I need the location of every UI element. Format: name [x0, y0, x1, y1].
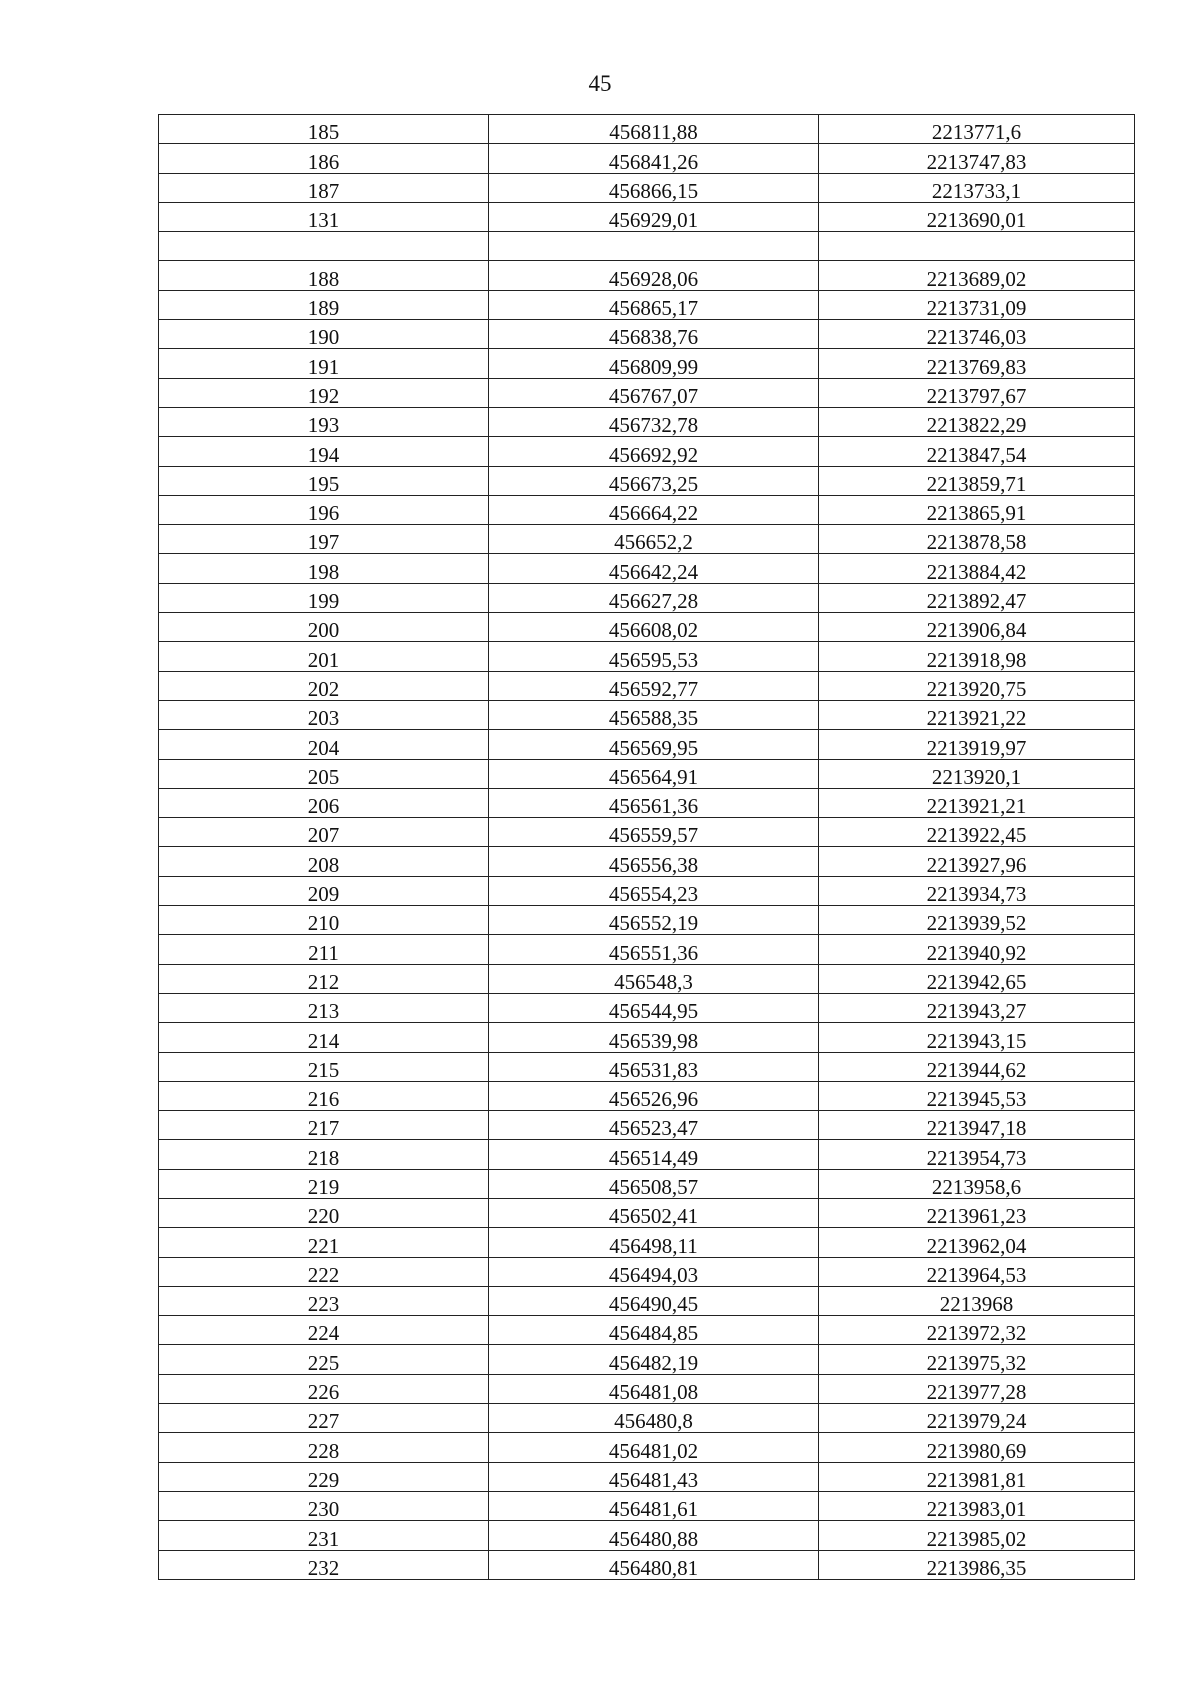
- y-coordinate-cell: 2213968: [819, 1286, 1135, 1315]
- x-coordinate-cell: 456929,01: [489, 202, 819, 231]
- y-coordinate-cell: 2213934,73: [819, 876, 1135, 905]
- x-coordinate-cell: 456481,08: [489, 1374, 819, 1403]
- y-coordinate-cell: 2213922,45: [819, 818, 1135, 847]
- x-coordinate-cell: 456564,91: [489, 759, 819, 788]
- x-coordinate-cell: 456556,38: [489, 847, 819, 876]
- x-coordinate-cell: 456865,17: [489, 290, 819, 319]
- x-coordinate-cell: 456838,76: [489, 320, 819, 349]
- x-coordinate-cell: 456480,88: [489, 1521, 819, 1550]
- x-coordinate-cell: 456551,36: [489, 935, 819, 964]
- point-number-cell: 231: [159, 1521, 489, 1550]
- point-number-cell: 216: [159, 1081, 489, 1110]
- point-number-cell: 186: [159, 144, 489, 173]
- point-number-cell: 210: [159, 906, 489, 935]
- point-number-cell: 192: [159, 378, 489, 407]
- point-number-cell: 212: [159, 964, 489, 993]
- table-row: [159, 906, 1135, 935]
- x-coordinate-cell: 456811,88: [489, 115, 819, 144]
- table-row: [159, 115, 1135, 144]
- y-coordinate-cell: 2213733,1: [819, 173, 1135, 202]
- y-coordinate-cell: 2213847,54: [819, 437, 1135, 466]
- y-coordinate-cell: 2213943,15: [819, 1023, 1135, 1052]
- table-row: [159, 1228, 1135, 1257]
- table-row: [159, 232, 1135, 261]
- y-coordinate-cell: 2213906,84: [819, 613, 1135, 642]
- x-coordinate-cell: 456526,96: [489, 1081, 819, 1110]
- x-coordinate-cell: 456809,99: [489, 349, 819, 378]
- table-row: [159, 993, 1135, 1022]
- x-coordinate-cell: 456692,92: [489, 437, 819, 466]
- x-coordinate-cell: 456569,95: [489, 730, 819, 759]
- y-coordinate-cell: 2213986,35: [819, 1550, 1135, 1579]
- table-row: [159, 642, 1135, 671]
- x-coordinate-cell: 456480,8: [489, 1404, 819, 1433]
- coordinates-table: [158, 114, 1135, 1580]
- y-coordinate-cell: 2213822,29: [819, 407, 1135, 436]
- y-coordinate-cell: 2213943,27: [819, 993, 1135, 1022]
- point-number-cell: 225: [159, 1345, 489, 1374]
- point-number-cell: 211: [159, 935, 489, 964]
- y-coordinate-cell: 2213981,81: [819, 1462, 1135, 1491]
- y-coordinate-cell: 2213944,62: [819, 1052, 1135, 1081]
- table-row: [159, 466, 1135, 495]
- x-coordinate-cell: 456928,06: [489, 261, 819, 290]
- y-coordinate-cell: 2213964,53: [819, 1257, 1135, 1286]
- y-coordinate-cell: 2213731,09: [819, 290, 1135, 319]
- point-number-cell: 188: [159, 261, 489, 290]
- table-row: [159, 144, 1135, 173]
- x-coordinate-cell: 456502,41: [489, 1198, 819, 1227]
- x-coordinate-cell: 456539,98: [489, 1023, 819, 1052]
- x-coordinate-cell: 456866,15: [489, 173, 819, 202]
- table-row: [159, 1111, 1135, 1140]
- point-number-cell: 131: [159, 202, 489, 231]
- x-coordinate-cell: 456588,35: [489, 700, 819, 729]
- y-coordinate-cell: 2213939,52: [819, 906, 1135, 935]
- y-coordinate-cell: 2213942,65: [819, 964, 1135, 993]
- y-coordinate-cell: 2213892,47: [819, 583, 1135, 612]
- point-number-cell: 190: [159, 320, 489, 349]
- table-row: [159, 1198, 1135, 1227]
- y-coordinate-cell: 2213977,28: [819, 1374, 1135, 1403]
- y-coordinate-cell: 2213921,22: [819, 700, 1135, 729]
- x-coordinate-cell: 456608,02: [489, 613, 819, 642]
- table-row: [159, 407, 1135, 436]
- x-coordinate-cell: 456494,03: [489, 1257, 819, 1286]
- table-row: [159, 818, 1135, 847]
- table-row: [159, 1316, 1135, 1345]
- table-row: [159, 1491, 1135, 1520]
- table-row: [159, 1169, 1135, 1198]
- table-row: [159, 671, 1135, 700]
- x-coordinate-cell: 456498,11: [489, 1228, 819, 1257]
- point-number-cell: 228: [159, 1433, 489, 1462]
- x-coordinate-cell: 456481,02: [489, 1433, 819, 1462]
- y-coordinate-cell: 2213747,83: [819, 144, 1135, 173]
- point-number-cell: 197: [159, 525, 489, 554]
- x-coordinate-cell: 456481,61: [489, 1491, 819, 1520]
- x-coordinate-cell: 456508,57: [489, 1169, 819, 1198]
- x-coordinate-cell: 456664,22: [489, 495, 819, 524]
- y-coordinate-cell: 2213689,02: [819, 261, 1135, 290]
- table-row: [159, 1374, 1135, 1403]
- table-row: [159, 1521, 1135, 1550]
- x-coordinate-cell: 456484,85: [489, 1316, 819, 1345]
- x-coordinate-cell: 456481,43: [489, 1462, 819, 1491]
- x-coordinate-cell: 456592,77: [489, 671, 819, 700]
- point-number-cell: 201: [159, 642, 489, 671]
- table-row: [159, 876, 1135, 905]
- table-row: [159, 1140, 1135, 1169]
- point-number-cell: 230: [159, 1491, 489, 1520]
- coordinates-table-body: [159, 115, 1135, 1580]
- point-number-cell: 185: [159, 115, 489, 144]
- table-row: [159, 1462, 1135, 1491]
- point-number-cell: [159, 232, 489, 261]
- point-number-cell: 217: [159, 1111, 489, 1140]
- y-coordinate-cell: 2213878,58: [819, 525, 1135, 554]
- point-number-cell: 220: [159, 1198, 489, 1227]
- y-coordinate-cell: 2213865,91: [819, 495, 1135, 524]
- point-number-cell: 199: [159, 583, 489, 612]
- point-number-cell: 204: [159, 730, 489, 759]
- table-row: [159, 290, 1135, 319]
- point-number-cell: 203: [159, 700, 489, 729]
- y-coordinate-cell: 2213961,23: [819, 1198, 1135, 1227]
- table-row: [159, 1433, 1135, 1462]
- y-coordinate-cell: 2213947,18: [819, 1111, 1135, 1140]
- y-coordinate-cell: 2213920,1: [819, 759, 1135, 788]
- y-coordinate-cell: 2213980,69: [819, 1433, 1135, 1462]
- table-row: [159, 437, 1135, 466]
- x-coordinate-cell: 456480,81: [489, 1550, 819, 1579]
- table-row: [159, 935, 1135, 964]
- point-number-cell: 193: [159, 407, 489, 436]
- point-number-cell: 206: [159, 788, 489, 817]
- y-coordinate-cell: 2213769,83: [819, 349, 1135, 378]
- y-coordinate-cell: 2213958,6: [819, 1169, 1135, 1198]
- y-coordinate-cell: 2213927,96: [819, 847, 1135, 876]
- x-coordinate-cell: 456732,78: [489, 407, 819, 436]
- x-coordinate-cell: 456514,49: [489, 1140, 819, 1169]
- x-coordinate-cell: [489, 232, 819, 261]
- x-coordinate-cell: 456482,19: [489, 1345, 819, 1374]
- y-coordinate-cell: 2213975,32: [819, 1345, 1135, 1374]
- point-number-cell: 191: [159, 349, 489, 378]
- point-number-cell: 213: [159, 993, 489, 1022]
- table-row: [159, 378, 1135, 407]
- y-coordinate-cell: 2213797,67: [819, 378, 1135, 407]
- y-coordinate-cell: 2213983,01: [819, 1491, 1135, 1520]
- table-row: [159, 349, 1135, 378]
- point-number-cell: 196: [159, 495, 489, 524]
- y-coordinate-cell: 2213859,71: [819, 466, 1135, 495]
- x-coordinate-cell: 456554,23: [489, 876, 819, 905]
- x-coordinate-cell: 456673,25: [489, 466, 819, 495]
- x-coordinate-cell: 456490,45: [489, 1286, 819, 1315]
- y-coordinate-cell: 2213954,73: [819, 1140, 1135, 1169]
- point-number-cell: 219: [159, 1169, 489, 1198]
- x-coordinate-cell: 456552,19: [489, 906, 819, 935]
- x-coordinate-cell: 456559,57: [489, 818, 819, 847]
- x-coordinate-cell: 456767,07: [489, 378, 819, 407]
- y-coordinate-cell: 2213771,6: [819, 115, 1135, 144]
- table-row: [159, 1345, 1135, 1374]
- table-row: [159, 495, 1135, 524]
- page-number: 45: [588, 71, 612, 96]
- table-row: [159, 759, 1135, 788]
- point-number-cell: 187: [159, 173, 489, 202]
- y-coordinate-cell: [819, 232, 1135, 261]
- y-coordinate-cell: 2213884,42: [819, 554, 1135, 583]
- y-coordinate-cell: 2213919,97: [819, 730, 1135, 759]
- point-number-cell: 198: [159, 554, 489, 583]
- x-coordinate-cell: 456523,47: [489, 1111, 819, 1140]
- x-coordinate-cell: 456642,24: [489, 554, 819, 583]
- table-row: [159, 1404, 1135, 1433]
- y-coordinate-cell: 2213972,32: [819, 1316, 1135, 1345]
- point-number-cell: 189: [159, 290, 489, 319]
- table-row: [159, 788, 1135, 817]
- x-coordinate-cell: 456652,2: [489, 525, 819, 554]
- point-number-cell: 207: [159, 818, 489, 847]
- table-row: [159, 964, 1135, 993]
- table-row: [159, 202, 1135, 231]
- y-coordinate-cell: 2213985,02: [819, 1521, 1135, 1550]
- point-number-cell: 226: [159, 1374, 489, 1403]
- y-coordinate-cell: 2213690,01: [819, 202, 1135, 231]
- point-number-cell: 209: [159, 876, 489, 905]
- table-row: [159, 1023, 1135, 1052]
- table-row: [159, 700, 1135, 729]
- x-coordinate-cell: 456841,26: [489, 144, 819, 173]
- y-coordinate-cell: 2213979,24: [819, 1404, 1135, 1433]
- table-row: [159, 583, 1135, 612]
- x-coordinate-cell: 456548,3: [489, 964, 819, 993]
- x-coordinate-cell: 456627,28: [489, 583, 819, 612]
- y-coordinate-cell: 2213962,04: [819, 1228, 1135, 1257]
- point-number-cell: 224: [159, 1316, 489, 1345]
- point-number-cell: 223: [159, 1286, 489, 1315]
- point-number-cell: 205: [159, 759, 489, 788]
- point-number-cell: 215: [159, 1052, 489, 1081]
- point-number-cell: 200: [159, 613, 489, 642]
- table-row: [159, 1052, 1135, 1081]
- y-coordinate-cell: 2213920,75: [819, 671, 1135, 700]
- point-number-cell: 214: [159, 1023, 489, 1052]
- table-row: [159, 1081, 1135, 1110]
- x-coordinate-cell: 456531,83: [489, 1052, 819, 1081]
- table-row: [159, 1286, 1135, 1315]
- point-number-cell: 222: [159, 1257, 489, 1286]
- table-row: [159, 847, 1135, 876]
- y-coordinate-cell: 2213918,98: [819, 642, 1135, 671]
- table-row: [159, 173, 1135, 202]
- point-number-cell: 227: [159, 1404, 489, 1433]
- point-number-cell: 229: [159, 1462, 489, 1491]
- point-number-cell: 202: [159, 671, 489, 700]
- table-row: [159, 1550, 1135, 1579]
- table-row: [159, 525, 1135, 554]
- y-coordinate-cell: 2213746,03: [819, 320, 1135, 349]
- point-number-cell: 194: [159, 437, 489, 466]
- table-row: [159, 730, 1135, 759]
- point-number-cell: 218: [159, 1140, 489, 1169]
- table-row: [159, 613, 1135, 642]
- point-number-cell: 208: [159, 847, 489, 876]
- x-coordinate-cell: 456595,53: [489, 642, 819, 671]
- table-row: [159, 261, 1135, 290]
- table-row: [159, 1257, 1135, 1286]
- point-number-cell: 195: [159, 466, 489, 495]
- x-coordinate-cell: 456561,36: [489, 788, 819, 817]
- table-row: [159, 320, 1135, 349]
- y-coordinate-cell: 2213921,21: [819, 788, 1135, 817]
- point-number-cell: 232: [159, 1550, 489, 1579]
- y-coordinate-cell: 2213945,53: [819, 1081, 1135, 1110]
- table-row: [159, 554, 1135, 583]
- y-coordinate-cell: 2213940,92: [819, 935, 1135, 964]
- x-coordinate-cell: 456544,95: [489, 993, 819, 1022]
- point-number-cell: 221: [159, 1228, 489, 1257]
